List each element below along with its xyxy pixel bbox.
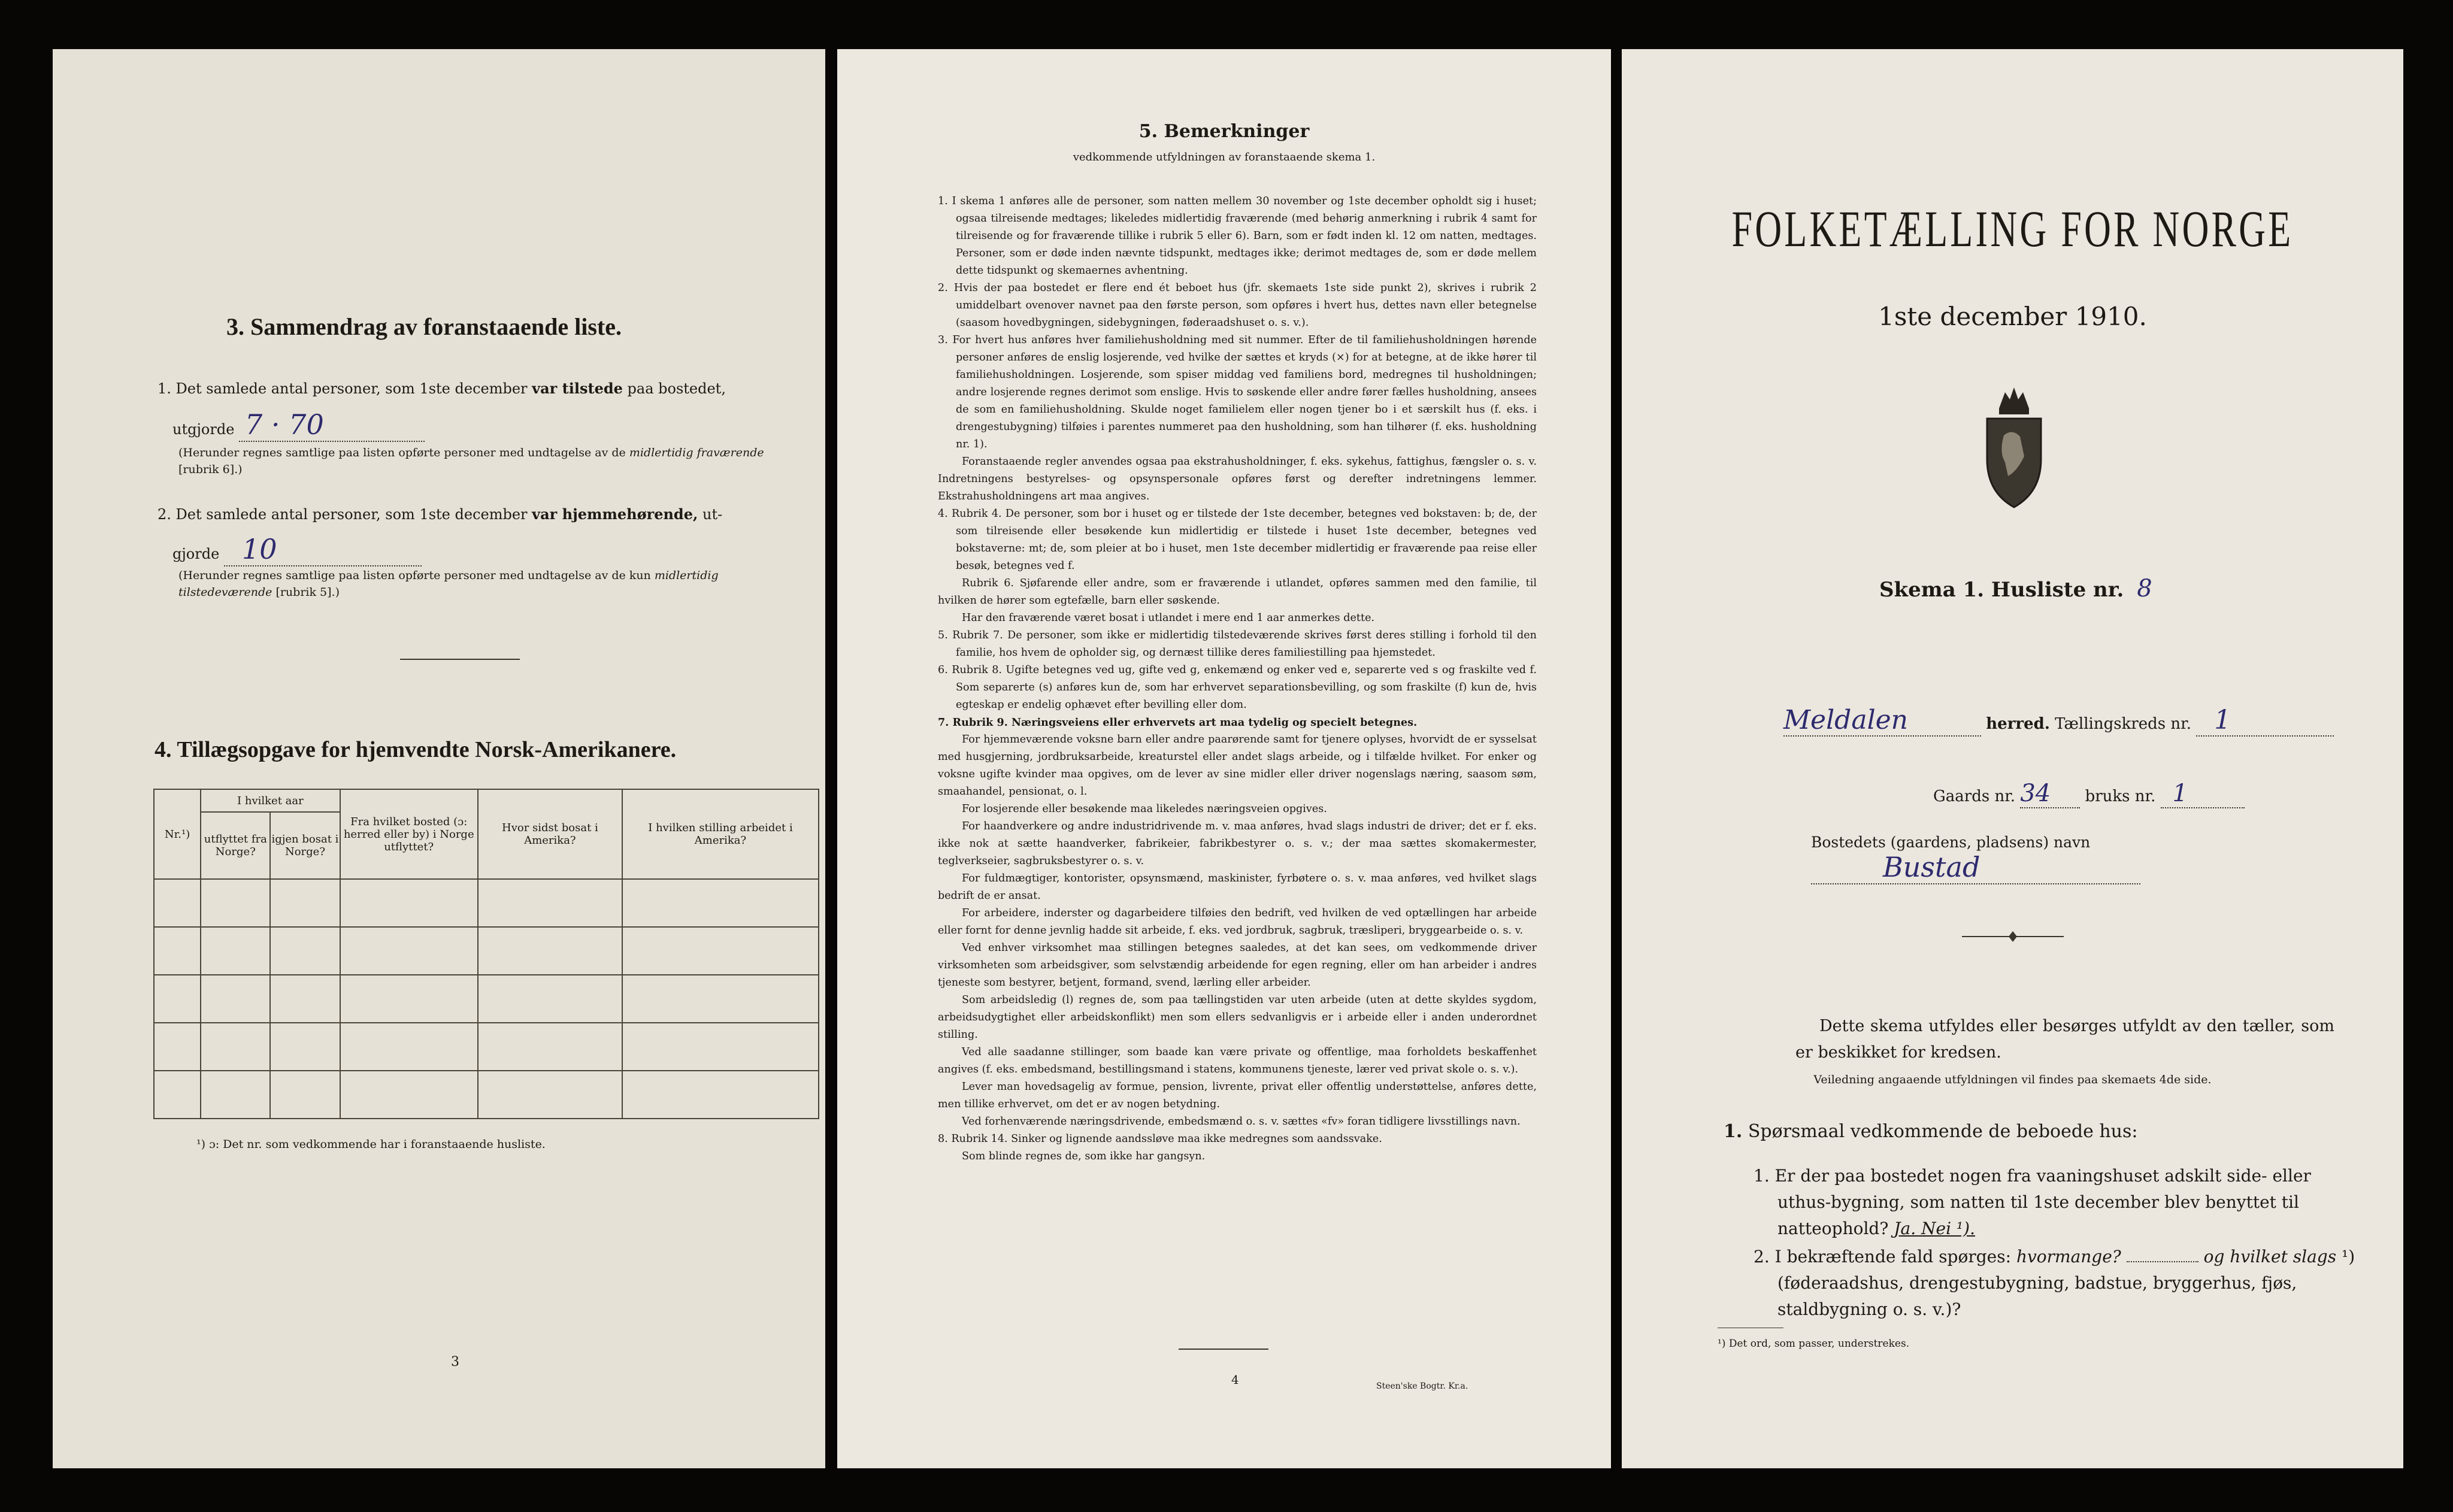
questions-heading-text: Spørsmaal vedkommende de beboede hus:	[1748, 1121, 2138, 1142]
guidance-text: Veiledning angaaende utfyldningen vil findes paa skemaets 4de side.	[1813, 1073, 2212, 1086]
question-2-hvormange: hvormange?	[2016, 1247, 2121, 1266]
section4-footnote: ¹) ɔ: Det nr. som vedkommende har i foranstaaende husliste.	[196, 1138, 546, 1151]
remark-4c: Har den fraværende været bosat i utlandet i mere end 1 aar anmerkes dette.	[962, 612, 1375, 624]
col-igjen: igjen bosat i Norge?	[270, 812, 340, 879]
item2-note-b: midlertidig tilstedeværende	[178, 569, 719, 599]
item1-line	[172, 408, 425, 442]
item2-text-end: ut-	[702, 506, 723, 523]
husliste-nr: 8	[2137, 575, 2152, 602]
remark-3: 3. For hvert hus anføres hver familiehusholdning med sit nummer. Efter de til familiehusholdningen hørende personer anføres de enslig losjerende, ved hvilke der sættes et kryds (×) for at betegne, at de ikke hører til familiehusholdningen. Losjerende, som spiser middag ved familiens bord, medregnes til husholdningen; andre losjerende regnes derimot som enslige. Hvis to søskende eller andre fører fælles husholdning, ansees de som en familiehusholdning. Skulde noget familielem eller nogen tjener bo i et særskilt hus (f. eks. i drengestubygning) tilføies i parentes nummeret paa den husholdning, som han tilhører (f. eks. husholdning nr. 1).	[938, 334, 1537, 450]
table-row	[154, 1071, 819, 1119]
item1-note-a: (Herunder regnes samtlige paa listen opførte personer med undtagelse av de	[178, 446, 626, 459]
kreds-value: 1	[2196, 705, 2334, 737]
remark-5: 5. Rubrik 7. De personer, som ikke er midlertidig tilstedeværende skrives først deres stilling i forhold til den familie, hos hvem de opholder sig, og dernæst tillike deres familiestilling paa hjemstedet.	[938, 629, 1537, 659]
item1-utgjorde: utgjorde	[172, 421, 235, 438]
gaard-row	[1933, 780, 2245, 808]
bosted-value: Bustad	[1811, 851, 2140, 884]
bosted-row	[1811, 834, 2403, 884]
remark-4: 4. Rubrik 4. De personer, som bor i huset og er tilstede der 1ste december, betegnes ved bokstaven: b; de, der som tilreisende eller besøkende kun midlertidig er tilstede i huset 1ste december, betegnes ved bokstaverne: mt; de, som pleier at bo i huset, men 1ste december midlertidig er fraværende paa reise eller besøk, betegnes ved f.	[938, 508, 1537, 572]
item1-note-b: midlertidig fraværende	[629, 446, 764, 459]
remark-7g: Ved enhver virksomhet maa stillingen betegnes saaledes, at det kan sees, om vedkommende driver virksomheten som arbeidsgiver, som selvstændig arbeidende for egen regning, eller om han arbeider i andres tjeneste som bestyrer, betjent, formand, svend, lærling eller arbeider.	[938, 942, 1537, 989]
section3-item1	[158, 375, 774, 402]
item1-note	[178, 444, 777, 478]
question-2-examples: ¹) (føderaadshus, drengestubygning, badstue, bryggerhus, fjøs, staldbygning o. s. v.)?	[1777, 1247, 2355, 1319]
remarks-subtitle: vedkommende utfyldningen av foranstaaende skema 1.	[1073, 151, 1376, 163]
schema-label: Skema 1. Husliste nr.	[1879, 578, 2124, 602]
remark-4b: Rubrik 6. Sjøfarende eller andre, som er fraværende i utlandet, opføres sammen med den familie, til hvilken de hører som egtefælle, barn eller søskende.	[938, 577, 1537, 607]
info-text: Dette skema utfyldes eller besørges utfyldt av den tæller, som er beskikket for kredsen.	[1795, 1017, 2334, 1062]
item1-value: 7 · 70	[239, 408, 425, 442]
remark-7b: For hjemmeværende voksne barn eller andre paarørende samt for tjenere oplyses, hvorvidt de er sysselsat med husgjerning, jordbruksarbeide, kreaturstel eller andet slags arbeide, og i tilfælde hvilket. For enker og voksne ugifte kvinder maa opgives, om de lever av sine midler eller driver nogenslags næring, saasom søm, smaahandel, pensionat, o. l.	[938, 734, 1537, 798]
question-2-slags: og hvilket slags	[2203, 1247, 2337, 1266]
ornament-divider-icon	[1962, 929, 2064, 944]
divider	[400, 659, 520, 660]
section3-title: 3. Sammendrag av foranstaaende liste.	[226, 313, 622, 340]
item2-note-a: (Herunder regnes samtlige paa listen opførte personer med undtagelse av de kun	[178, 569, 651, 582]
item2-gjorde: gjorde	[172, 546, 220, 562]
col-hvor: Hvor sidst bosat i Amerika?	[478, 789, 622, 879]
item1-bold: var tilstede	[532, 380, 623, 397]
remark-7e: For fuldmægtiger, kontorister, opsynsmænd, maskinister, fyrbøtere o. s. v. maa anføres, ved hvilket slags bedrift de er ansat.	[938, 872, 1537, 902]
col-fra: Fra hvilket bosted (ɔ: herred eller by) i Norge utflyttet?	[340, 789, 478, 879]
question-2-text: 2. I bekræftende fald spørges:	[1754, 1247, 2012, 1266]
remarks-title: 5. Bemerkninger	[1138, 121, 1310, 142]
herred-value: Meldalen	[1783, 705, 1981, 737]
remark-8: 8. Rubrik 14. Sinker og lignende aandssløve maa ikke medregnes som aandssvake.	[938, 1133, 1382, 1145]
remark-7f: For arbeidere, inderster og dagarbeidere tilføies den bedrift, ved hvilken de ved optællingen har arbeide eller fornt for denne jevnlig hadde sit arbeide, f. eks. ved jordbruk, sagbruk, træsliperi, bryggearbeide o. s. v.	[938, 907, 1537, 937]
item2-note-c: [rubrik 5].)	[275, 586, 340, 599]
coat-of-arms-icon	[1975, 381, 2053, 510]
remark-8b: Som blinde regnes de, som ikke har gangsyn.	[962, 1150, 1206, 1162]
col-stilling: I hvilken stilling arbeidet i Amerika?	[622, 789, 819, 879]
returnee-table	[153, 789, 819, 1119]
remark-7: 7. Rubrik 9. Næringsveiens eller erhvervets art maa tydelig og specielt betegnes.	[938, 716, 1418, 729]
table-row	[154, 927, 819, 975]
bruk-label: bruks nr.	[2085, 787, 2156, 805]
item1-text-end: paa bostedet,	[627, 380, 726, 397]
item1-note-c: [rubrik 6].)	[178, 463, 243, 476]
census-date: 1ste december 1910.	[1878, 302, 2147, 331]
remark-7h: Som arbeidsledig (l) regnes de, som paa tællingstiden var uten arbeide (uten at dette skyldes sygdom, arbeidsudygtighet eller arbeidskonflikt) men som ellers sedvanligvis er i arbeide eller i anden underordnet stilling.	[938, 994, 1537, 1041]
remark-1: 1. I skema 1 anføres alle de personer, som natten mellem 30 november og 1ste december opholdt sig i huset; ogsaa tilreisende medtages; likeledes midlertidig fraværende (med behørig anmerkning i rubrik 4 samt for tilreisende og for fraværende tillike i rubrik 5 eller 6). Barn, som er født inden kl. 12 om natten, medtages. Personer, som er døde inden nævnte tidspunkt, medtages ikke; derimot medtages de, som er døde mellem dette tidspunkt og skemaernes avhentning.	[938, 195, 1537, 277]
bosted-label: Bostedets (gaardens, pladsens) navn	[1811, 834, 2091, 851]
questions-heading	[1724, 1121, 2138, 1142]
section3-item2	[158, 501, 774, 528]
item1-text: 1. Det samlede antal personer, som 1ste december	[158, 380, 528, 397]
question-1	[1754, 1163, 2358, 1242]
herred-label: herred.	[1986, 715, 2050, 733]
question-1-answer: Ja. Nei ¹).	[1894, 1219, 1975, 1238]
item2-bold: var hjemmehørende,	[532, 505, 698, 523]
remark-7i: Ved alle saadanne stillinger, som baade kan være private og offentlige, maa forholdets beskaffenhet angives (f. eks. embedsmand, bestillingsmand i statens, kommunens tjeneste, lærer ved privat skole o. s. v.).	[938, 1046, 1537, 1075]
census-title: FOLKETÆLLING FOR NORGE	[1731, 200, 2294, 257]
question-1-text: 1. Er der paa bostedet nogen fra vaaningshuset adskilt side- eller uthus-bygning, som natten til 1ste december blev benyttet til natteophold?	[1754, 1166, 2311, 1238]
item2-line	[172, 533, 422, 566]
right-footnote: ¹) Det ord, som passer, understrekes.	[1718, 1338, 1910, 1350]
bruk-value: 1	[2161, 780, 2245, 808]
item2-note	[178, 567, 777, 601]
remarks-body	[938, 193, 1537, 1165]
page-right	[1622, 49, 2403, 1468]
divider	[1179, 1349, 1268, 1350]
remark-3b: Foranstaaende regler anvendes ogsaa paa ekstrahusholdninger, f. eks. sykehus, fattighus, fængsler o. s. v. Indretningens bestyrelses- og opsynspersonale opføres først og derefter indretningens lemmer. Ekstrahusholdningens art maa angives.	[938, 456, 1537, 502]
schema-row	[1879, 575, 2152, 602]
gaard-label: Gaards nr.	[1933, 787, 2016, 805]
col-year: I hvilket aar	[201, 789, 340, 812]
page-number-3: 3	[451, 1355, 459, 1369]
item2-text: 2. Det samlede antal personer, som 1ste december	[158, 506, 528, 523]
page-left	[53, 49, 825, 1468]
remark-6: 6. Rubrik 8. Ugifte betegnes ved ug, gifte ved g, enkemænd og enker ved e, separerte ved s og fraskilte ved f. Som separerte (s) anføres kun de, som har erhvervet separationsbevilling, og som fraskilte (f) kun de, hvis egteskap er endelig ophævet efter bevilling eller dom.	[938, 664, 1537, 711]
section4-title: 4. Tillægsopgave for hjemvendte Norsk-Amerikanere.	[155, 737, 677, 762]
remark-2: 2. Hvis der paa bostedet er flere end ét beboet hus (jfr. skemaets 1ste side punkt 2), skrives i rubrik 2 umiddelbart ovenover navnet paa den første person, som opføres i hvert hus, dettes navn eller betegnelse (saasom hovedbygningen, sidebygningen, føderaadshuset o. s. v.).	[938, 282, 1537, 329]
remark-7c: For losjerende eller besøkende maa likeledes næringsveien opgives.	[962, 803, 1327, 815]
herred-row	[1783, 705, 2352, 737]
table-row	[154, 879, 819, 927]
item2-value: 10	[224, 533, 422, 566]
question-2	[1754, 1244, 2358, 1323]
kreds-label: Tællingskreds nr.	[2055, 715, 2191, 733]
remark-7d: For haandverkere og andre industridrivende m. v. maa anføres, hvad slags industri de driver; det er f. eks. ikke nok at sætte haandverker, fabrikeier, fabrikbestyrer o. s. v.; der maa sættes skomakermester, teglverkseier, sagbruksbestyrer o. s. v.	[938, 820, 1537, 867]
printer-mark: Steen'ske Bogtr. Kr.a.	[1376, 1381, 1468, 1391]
gaard-value: 34	[2020, 780, 2080, 808]
page-number-4: 4	[1231, 1372, 1239, 1387]
remark-7k: Ved forhenværende næringsdrivende, embedsmænd o. s. v. sættes «fv» foran tidligere livsstillings navn.	[962, 1116, 1521, 1128]
remark-7j: Lever man hovedsagelig av formue, pension, livrente, privat eller offentlig understøttelse, anføres dette, men tillike erhvervet, om det er av nogen betydning.	[938, 1081, 1537, 1110]
table-row	[154, 1023, 819, 1071]
col-utflyttet: utflyttet fra Norge?	[201, 812, 270, 879]
page-middle	[837, 49, 1611, 1468]
questions-heading-num: 1.	[1724, 1121, 1743, 1142]
table-row	[154, 975, 819, 1023]
col-nr: Nr.¹)	[154, 789, 201, 879]
